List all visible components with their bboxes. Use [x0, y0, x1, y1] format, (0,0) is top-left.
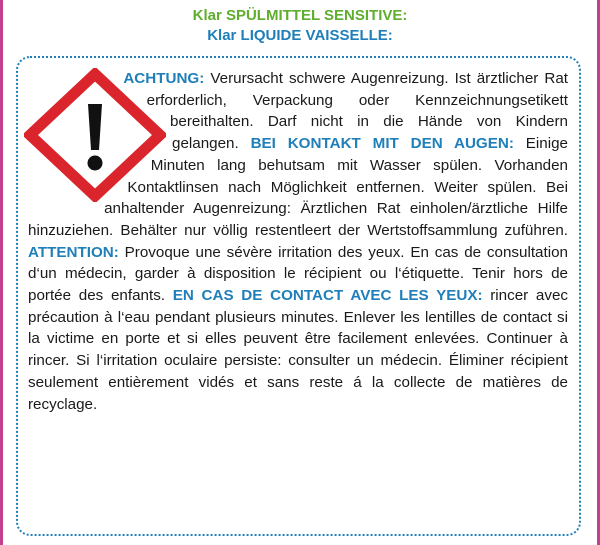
product-title-de: Klar SPÜLMITTEL SENSITIVE:: [192, 7, 408, 24]
warning-text: [28, 68, 568, 415]
product-title: [0, 6, 600, 46]
warning-label-de: ACHTUNG:: [123, 70, 205, 87]
eye-contact-label-de: BEI KONTAKT MIT DEN AUGEN:: [250, 135, 514, 153]
eye-contact-label-fr: EN CAS DE CONTACT AVEC LES YEUX:: [172, 287, 483, 305]
warning-text-de: Verursacht schwere Augenreizung. Ist ärztlicher Rat erforderlich, Verpackung oder Kennzeichnungsetikett bereithalten. Darf nicht in die Hände von Kindern gelangen.: [146, 70, 568, 153]
eye-contact-text-fr: rincer avec précaution à l‘eau pendant plusieurs minutes. Enlever les lentilles de contact si la victime en porte et si elles peuvent être facilement enlevées. Continuer à rincer. Si l‘irritation oculaire persiste: consulter un médecin. Éliminer récipient seulement entièrement vidés et sans reste á la collecte de matières de recyclage.: [28, 287, 569, 413]
label-frame-left: [0, 0, 3, 545]
eye-contact-text-de: Einige Minuten lang behutsam mit Wasser spülen. Vorhanden Kontaktlinsen nach Möglichkeit entfernen. Weiter spülen. Bei anhaltender Augenreizung: Ärztlichen Rat einholen/ärztliche Hilfe hinzuziehen. Behälter nur völlig restentleert der Wertstoffsammlung zuführen.: [28, 135, 568, 239]
warning-label-fr: ATTENTION:: [28, 243, 119, 261]
warning-text-fr: Provoque une sévère irritation des yeux. En cas de consultation d‘un médecin, garder à disposition le récipient ou l‘étiquette. Tenir hors de portée des enfants.: [28, 243, 568, 305]
product-title-fr: Klar LIQUIDE VAISSELLE:: [207, 27, 393, 44]
